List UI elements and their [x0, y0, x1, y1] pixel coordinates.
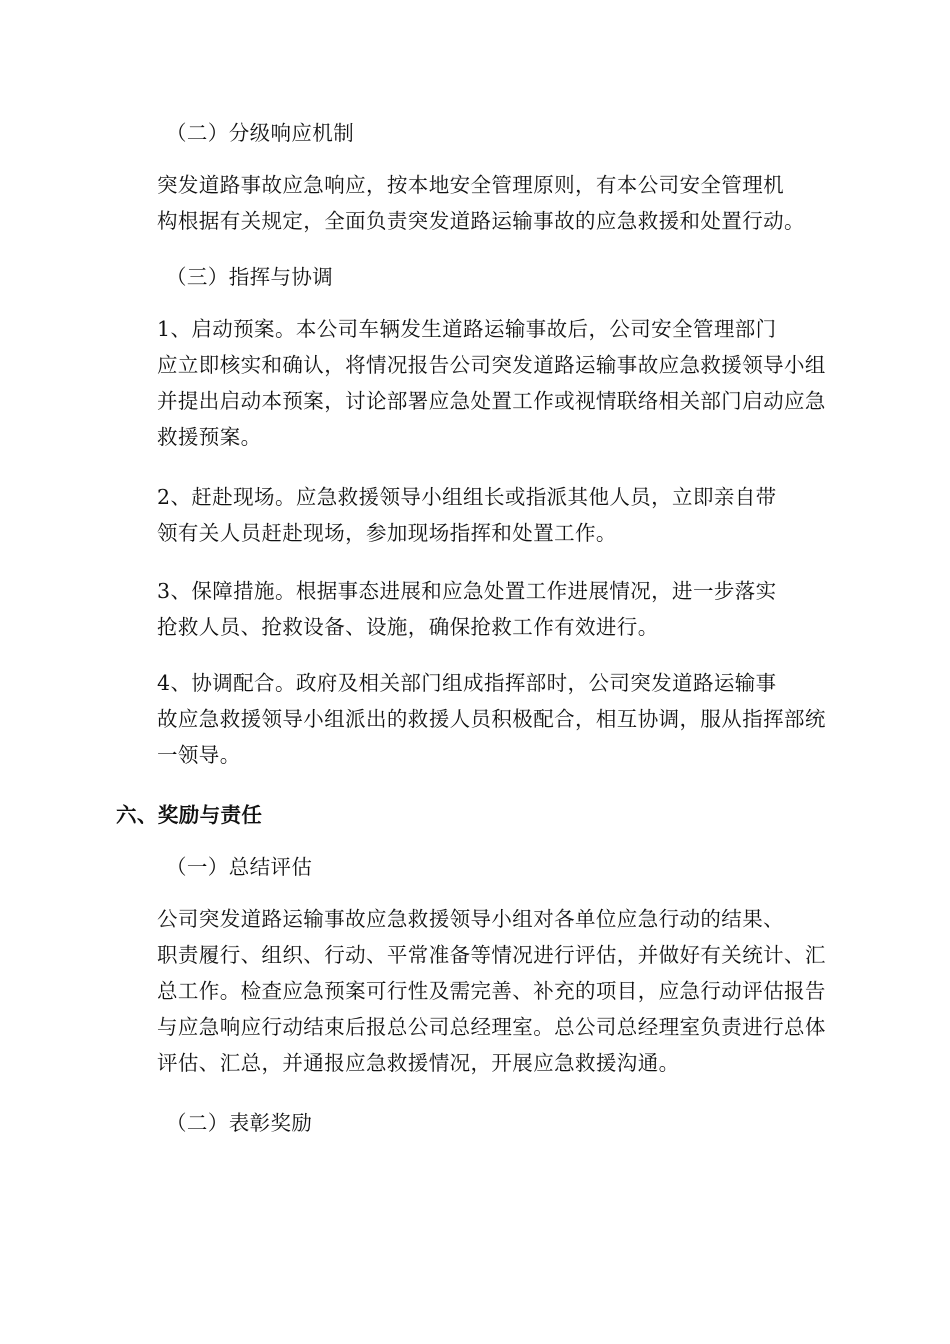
text-line: 一领导。 [157, 743, 241, 767]
subheading-command-coordination: （三）指挥与协调 [166, 265, 334, 289]
subheading-commendation-rewards: （二）表彰奖励 [166, 1111, 313, 1135]
text-line: 职责履行、组织、行动、平常准备等情况进行评估，并做好有关统计、汇 [157, 943, 826, 967]
text-line: 公司突发道路运输事故应急救援领导小组对各单位应急行动的结果、 [157, 907, 784, 931]
text-line: 救援预案。 [157, 425, 262, 449]
text-line: 抢救人员、抢救设备、设施，确保抢救工作有效进行。 [157, 615, 659, 639]
paragraph-item-1-activate-plan [116, 311, 836, 455]
text-line: 总工作。检查应急预案可行性及需完善、补充的项目，应急行动评估报告 [157, 979, 826, 1003]
paragraph-item-4-coordination [116, 665, 836, 773]
text-line: 并提出启动本预案，讨论部署应急处置工作或视情联络相关部门启动应急 [157, 389, 826, 413]
text-line: 4、协调配合。政府及相关部门组成指挥部时，公司突发道路运输事 [157, 671, 777, 695]
text-line: 应立即核实和确认，将情况报告公司突发道路运输事故应急救援领导小组 [157, 353, 826, 377]
subheading-graded-response: （二）分级响应机制 [166, 121, 355, 145]
text-line: 领有关人员赶赴现场，参加现场指挥和处置工作。 [157, 521, 617, 545]
text-line: 1、启动预案。本公司车辆发生道路运输事故后，公司安全管理部门 [157, 317, 777, 341]
paragraph-summary-evaluation [116, 901, 836, 1081]
section-heading-rewards-responsibility: 六、奖励与责任 [116, 803, 263, 827]
paragraph-item-2-rush-to-scene [116, 479, 836, 551]
text-line: 评估、汇总，并通报应急救援情况，开展应急救援沟通。 [157, 1051, 680, 1075]
text-line: 构根据有关规定，全面负责突发道路运输事故的应急救援和处置行动。 [157, 209, 805, 233]
paragraph-graded-response [116, 167, 836, 239]
text-line: 3、保障措施。根据事态进展和应急处置工作进展情况，进一步落实 [157, 579, 777, 603]
subheading-summary-evaluation: （一）总结评估 [166, 855, 313, 879]
text-line: 突发道路事故应急响应，按本地安全管理原则，有本公司安全管理机 [157, 173, 784, 197]
text-line: 2、赶赴现场。应急救援领导小组组长或指派其他人员，立即亲自带 [157, 485, 777, 509]
paragraph-item-3-safeguards [116, 573, 836, 645]
text-line: 故应急救援领导小组派出的救援人员积极配合，相互协调，服从指挥部统 [157, 707, 826, 731]
text-line: 与应急响应行动结束后报总公司总经理室。总公司总经理室负责进行总体 [157, 1015, 826, 1039]
